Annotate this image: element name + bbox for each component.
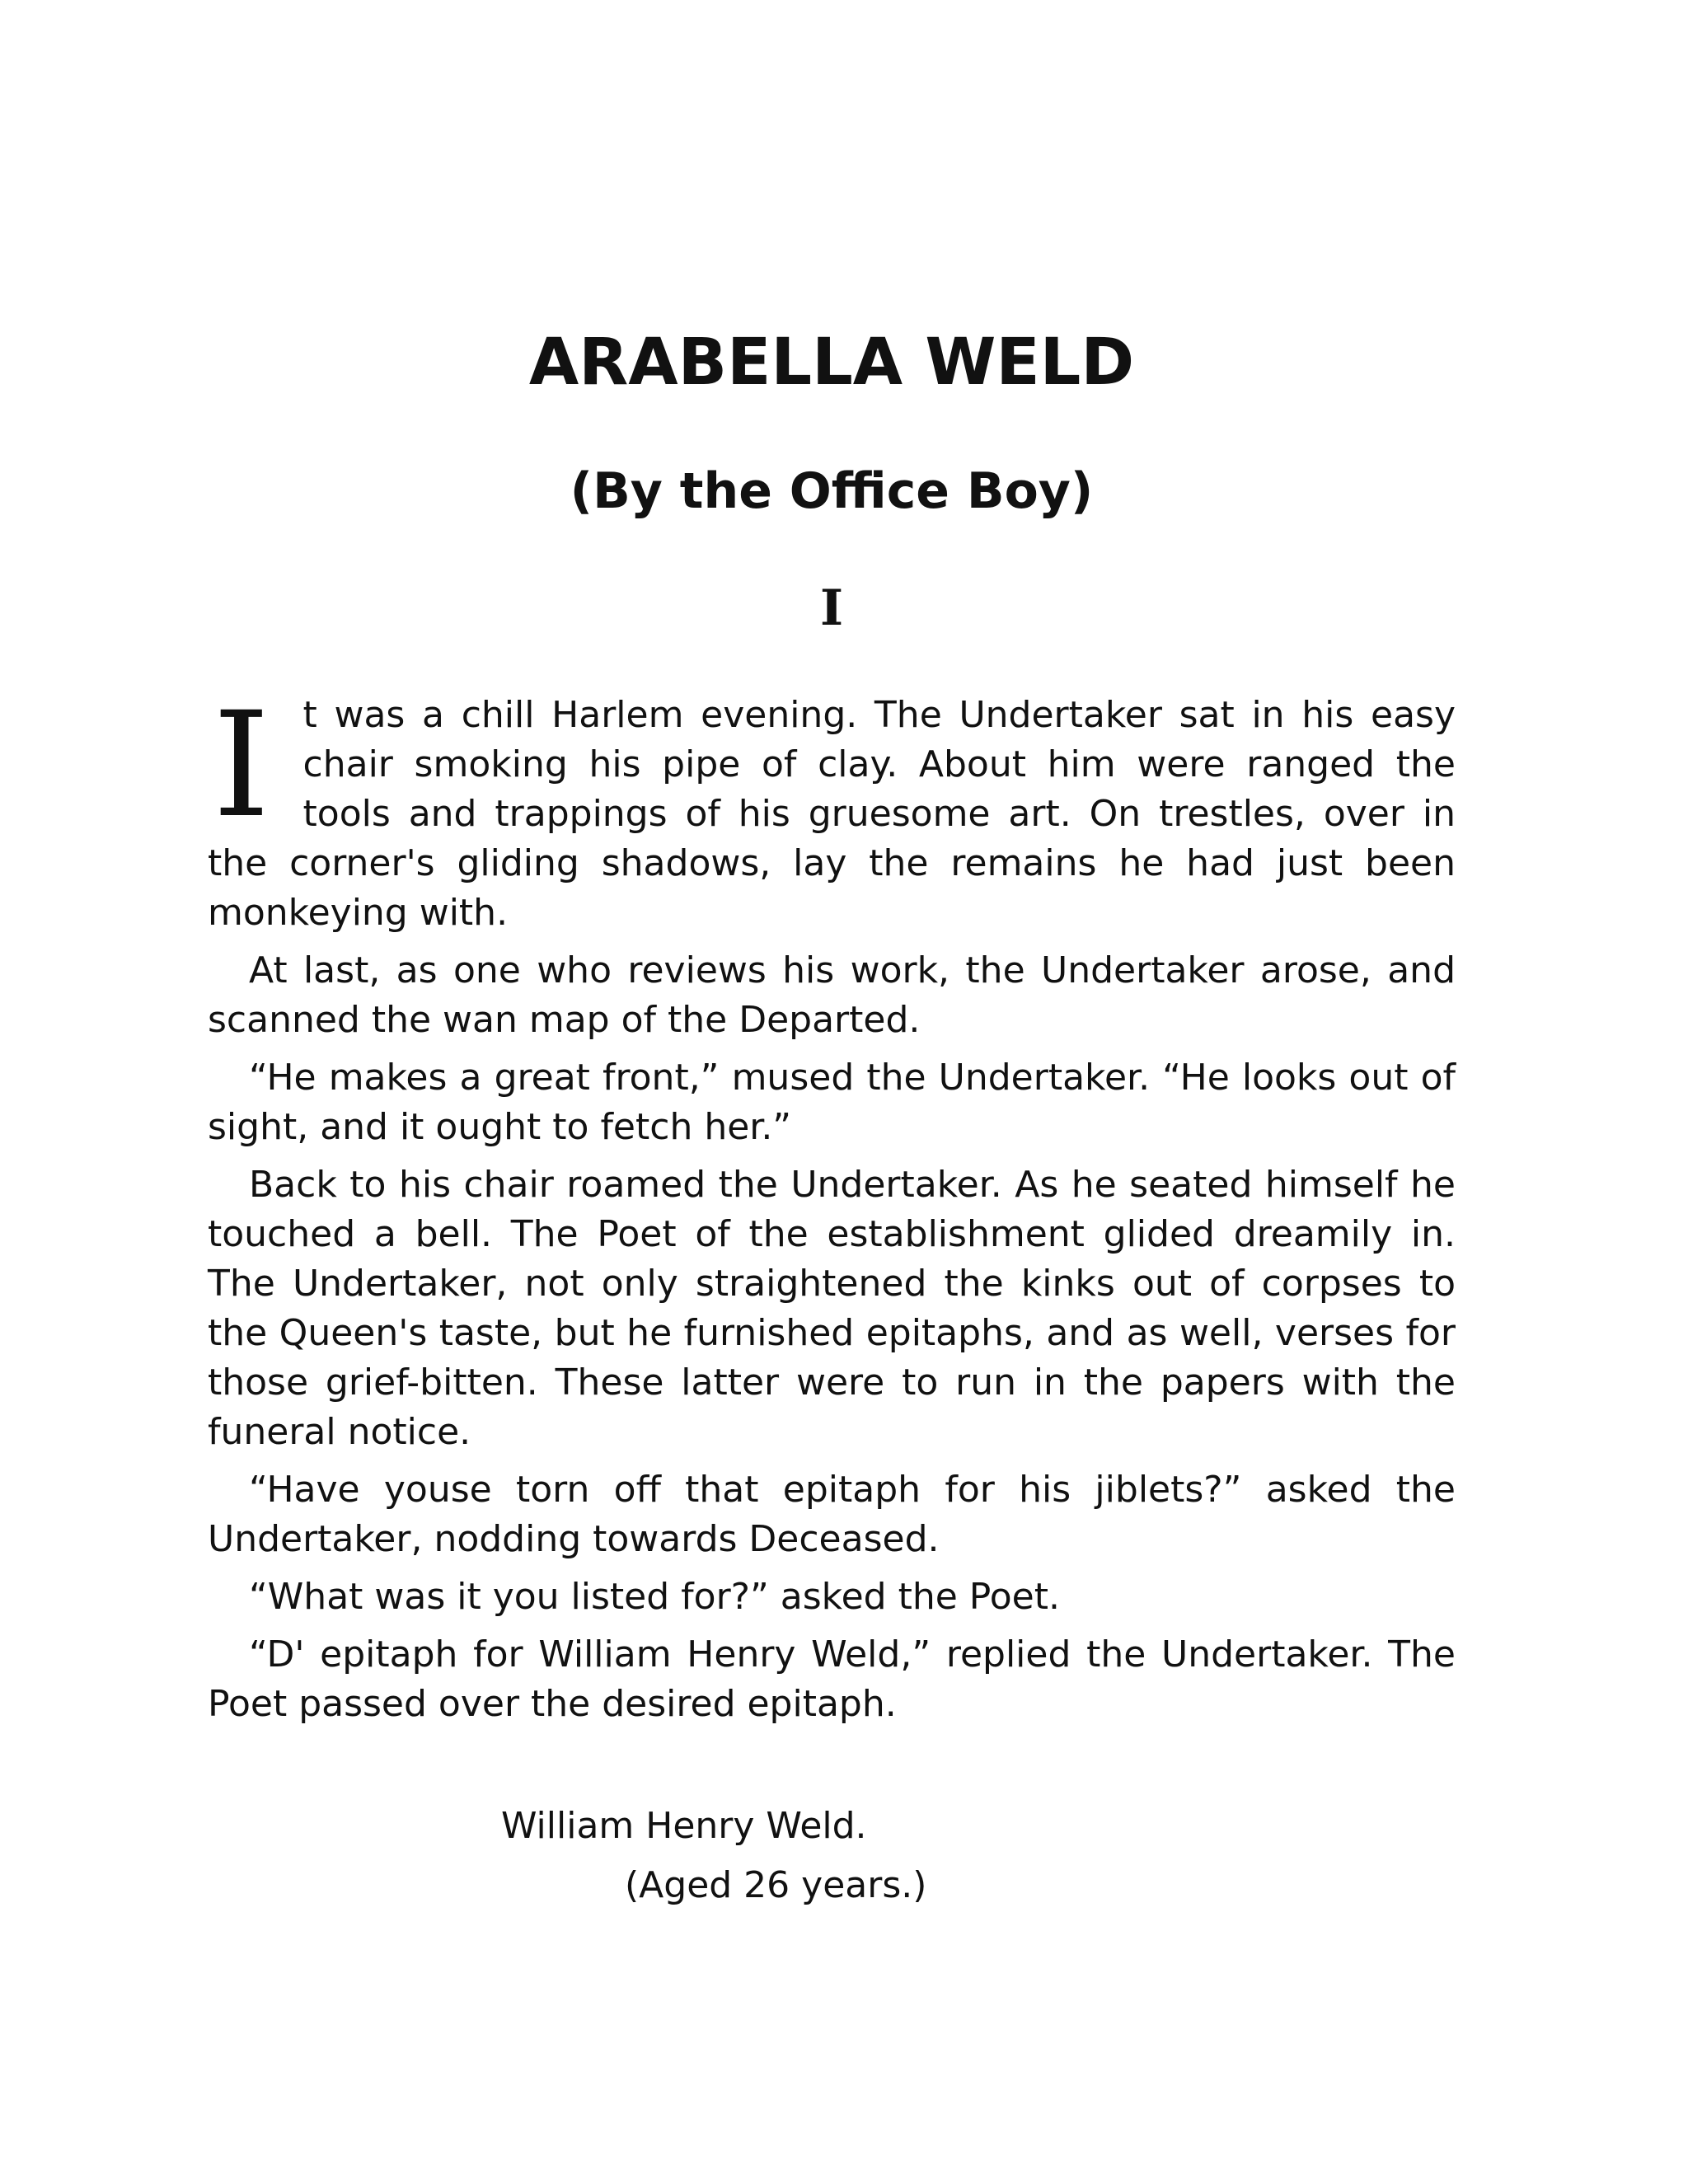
paragraph-1-text: t was a chill Harlem evening. The Undertaker sat in his easy chair smoking his pipe of clay. About him were ranged the tools and trappings of his gruesome art. On trestles, over in the corner's gliding shadows, lay the remains he had just been monkeying with. xyxy=(208,694,1456,934)
chapter-heading: I xyxy=(819,579,844,637)
verse-line-name: William Henry Weld. xyxy=(501,1805,867,1847)
verse-line-age: (Aged 26 years.) xyxy=(625,1864,927,1906)
epitaph-verse xyxy=(208,1797,1456,1915)
paragraph-3: “He makes a great front,” mused the Undertaker. “He looks out of sight, and it ought to fetch her.” xyxy=(208,1057,1456,1148)
paragraph-5: “Have youse torn off that epitaph for his jiblets?” asked the Undertaker, nodding towards Deceased. xyxy=(208,1469,1456,1560)
paragraph-7: “D' epitaph for William Henry Weld,” replied the Undertaker. The Poet passed over the desired epitaph. xyxy=(208,1633,1456,1725)
paragraph-6: “What was it you listed for?” asked the Poet. xyxy=(249,1576,1060,1618)
story-title: ARABELLA WELD xyxy=(528,326,1135,400)
drop-cap: I xyxy=(213,681,270,850)
paragraph-1 xyxy=(208,681,1456,938)
paragraph-2: At last, as one who reviews his work, the Undertaker arose, and scanned the wan map of the Departed. xyxy=(208,949,1456,1041)
paragraph-4: Back to his chair roamed the Undertaker. As he seated himself he touched a bell. The Poet of the establishment glided dreamily in. The Undertaker, not only straightened the kinks out of corpses to the Queen's taste, but he furnished epitaphs, and as well, verses for those grief-bitten. These latter were to run in the papers with the funeral notice. xyxy=(208,1164,1456,1453)
story-subtitle: (By the Office Boy) xyxy=(570,462,1094,520)
story-body xyxy=(208,681,1456,1737)
